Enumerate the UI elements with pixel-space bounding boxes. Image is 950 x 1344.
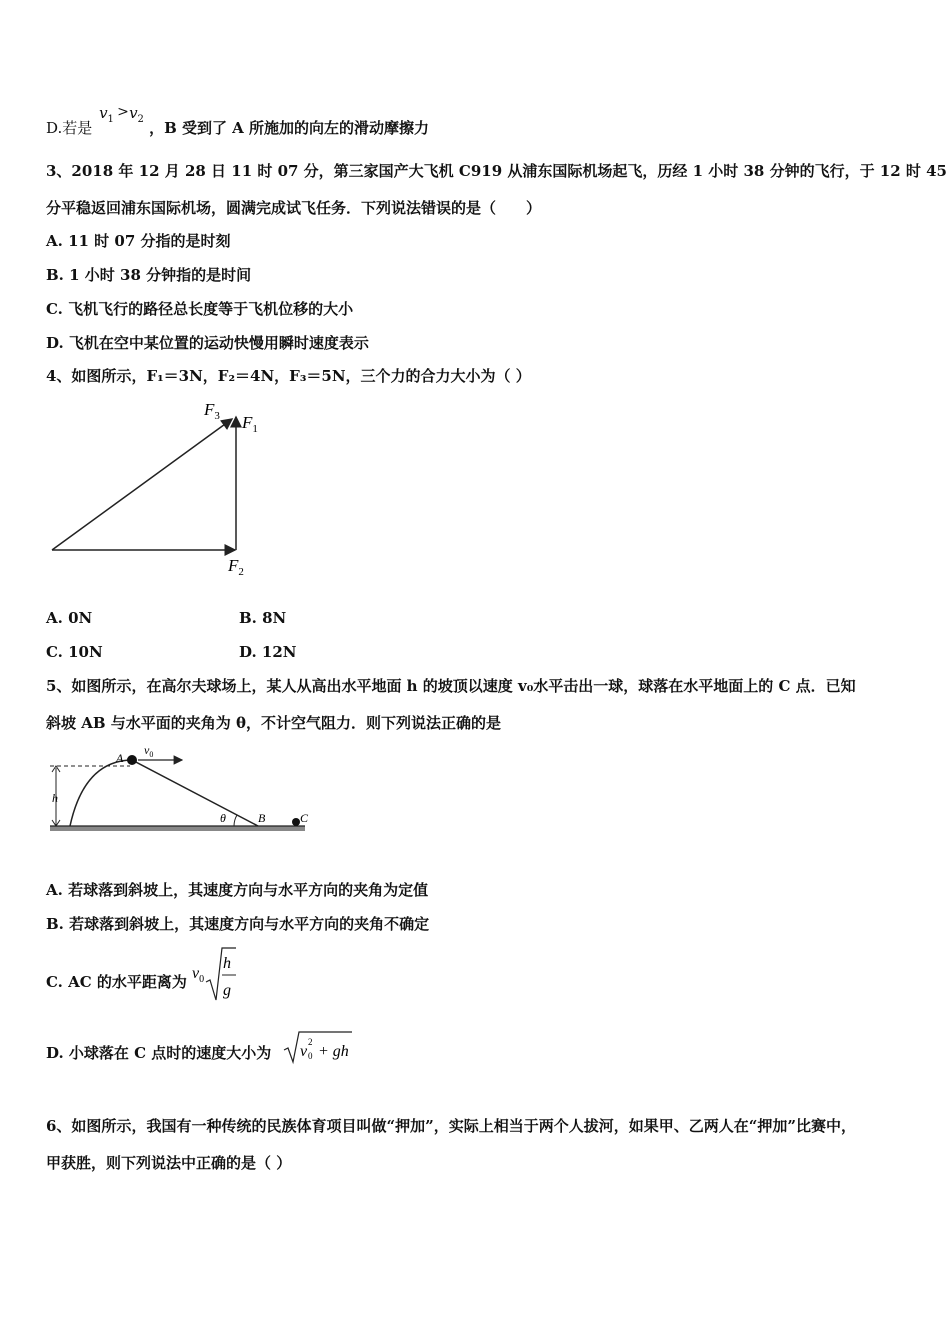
theta-label: θ bbox=[220, 811, 226, 825]
option-text-rest: ，B 受到了 A 所施加的向左的滑动摩擦力 bbox=[149, 119, 430, 137]
svg-text:2: 2 bbox=[308, 1037, 313, 1047]
q5-option-d bbox=[46, 1043, 271, 1063]
f1-label: $F_1$ bbox=[242, 413, 258, 435]
ball-at-a bbox=[127, 755, 137, 765]
option-label: D. bbox=[46, 119, 63, 137]
svg-text:v0: $v_0$ bbox=[192, 965, 205, 985]
v0-label: $v_0$ bbox=[144, 743, 154, 759]
point-b-label: B bbox=[258, 811, 266, 825]
q3-stem-line2: 分平稳返回浦东国际机场，圆满完成试飞任务．下列说法错误的是（ ） bbox=[46, 199, 542, 217]
q4-option-c: C. 10N bbox=[46, 643, 103, 661]
q4-stem: 4、如图所示，F₁＝3N，F₂＝4N，F₃＝5N，三个力的合力大小为（ ） bbox=[46, 367, 531, 385]
svg-text:0: 0 bbox=[308, 1051, 313, 1061]
q4-option-d: D. 12N bbox=[239, 643, 297, 661]
q4-option-a: A. 0N bbox=[46, 609, 93, 627]
f2-label: $F_2$ bbox=[228, 556, 244, 578]
svg-text:h: h bbox=[223, 955, 231, 972]
q5-stem-line1: 5、如图所示，在高尔夫球场上，某人从高出水平地面 h 的坡顶以速度 v₀水平击出一球，球落在水平地面上的 C 点．已知 bbox=[46, 677, 856, 695]
q4-force-triangle-figure bbox=[40, 395, 280, 585]
option-text: D. 小球落在 C 点时的速度大小为 bbox=[46, 1044, 272, 1062]
q5-option-c bbox=[46, 972, 187, 992]
q5-option-a: A. 若球落到斜坡上，其速度方向与水平方向的夹角为定值 bbox=[46, 881, 429, 899]
formula-v0-sqrt-h-over-g bbox=[190, 944, 250, 1004]
f3-label: $F_3$ bbox=[204, 400, 220, 422]
q3-option-a: A. 11 时 07 分指的是时刻 bbox=[46, 232, 231, 250]
q5-golf-slope-figure bbox=[44, 740, 314, 840]
svg-text:+ gh: + gh bbox=[318, 1043, 349, 1060]
option-text: 若是 bbox=[62, 119, 93, 137]
f3-vector bbox=[52, 419, 232, 550]
q4-option-b: B. 8N bbox=[239, 609, 287, 627]
slope-ab bbox=[132, 760, 258, 826]
q5-option-b: B. 若球落到斜坡上，其速度方向与水平方向的夹角不确定 bbox=[46, 915, 430, 933]
hill-curve bbox=[70, 760, 130, 826]
q6-stem-line1: 6、如图所示，我国有一种传统的民族体育项目叫做“押加”，实际上相当于两个人拔河，如果甲、乙两人在“押加”比赛中， bbox=[46, 1117, 856, 1135]
q3-stem-line1: 3、2018 年 12 月 28 日 11 时 07 分，第三家国产大飞机 C919 从浦东国际机场起飞，历经 1 小时 38 分钟的飞行，于 12 时 45 bbox=[46, 162, 947, 180]
svg-text:g: g bbox=[223, 982, 231, 999]
formula-sqrt-v0sq-plus-gh bbox=[282, 1028, 362, 1068]
q3-option-d: D. 飞机在空中某位置的运动快慢用瞬时速度表示 bbox=[46, 334, 369, 352]
v1-gt-v2-formula: $v_1$ > $v_2$ bbox=[99, 104, 144, 125]
q2-option-d bbox=[46, 104, 430, 138]
point-a-label: A bbox=[116, 751, 124, 765]
q3-option-b: B. 1 小时 38 分钟指的是时间 bbox=[46, 266, 252, 284]
option-text: C. AC 的水平距离为 bbox=[46, 973, 187, 991]
ground bbox=[50, 826, 305, 831]
ball-at-c bbox=[292, 818, 300, 826]
h-label: h bbox=[52, 791, 58, 805]
q6-stem-line2: 甲获胜，则下列说法中正确的是（ ） bbox=[46, 1154, 292, 1172]
q5-stem-line2: 斜坡 AB 与水平面的夹角为 θ，不计空气阻力．则下列说法正确的是 bbox=[46, 714, 501, 732]
q3-option-c: C. 飞机飞行的路径总长度等于飞机位移的大小 bbox=[46, 300, 354, 318]
point-c-label: C bbox=[300, 811, 309, 825]
svg-text:v: v bbox=[300, 1043, 308, 1060]
